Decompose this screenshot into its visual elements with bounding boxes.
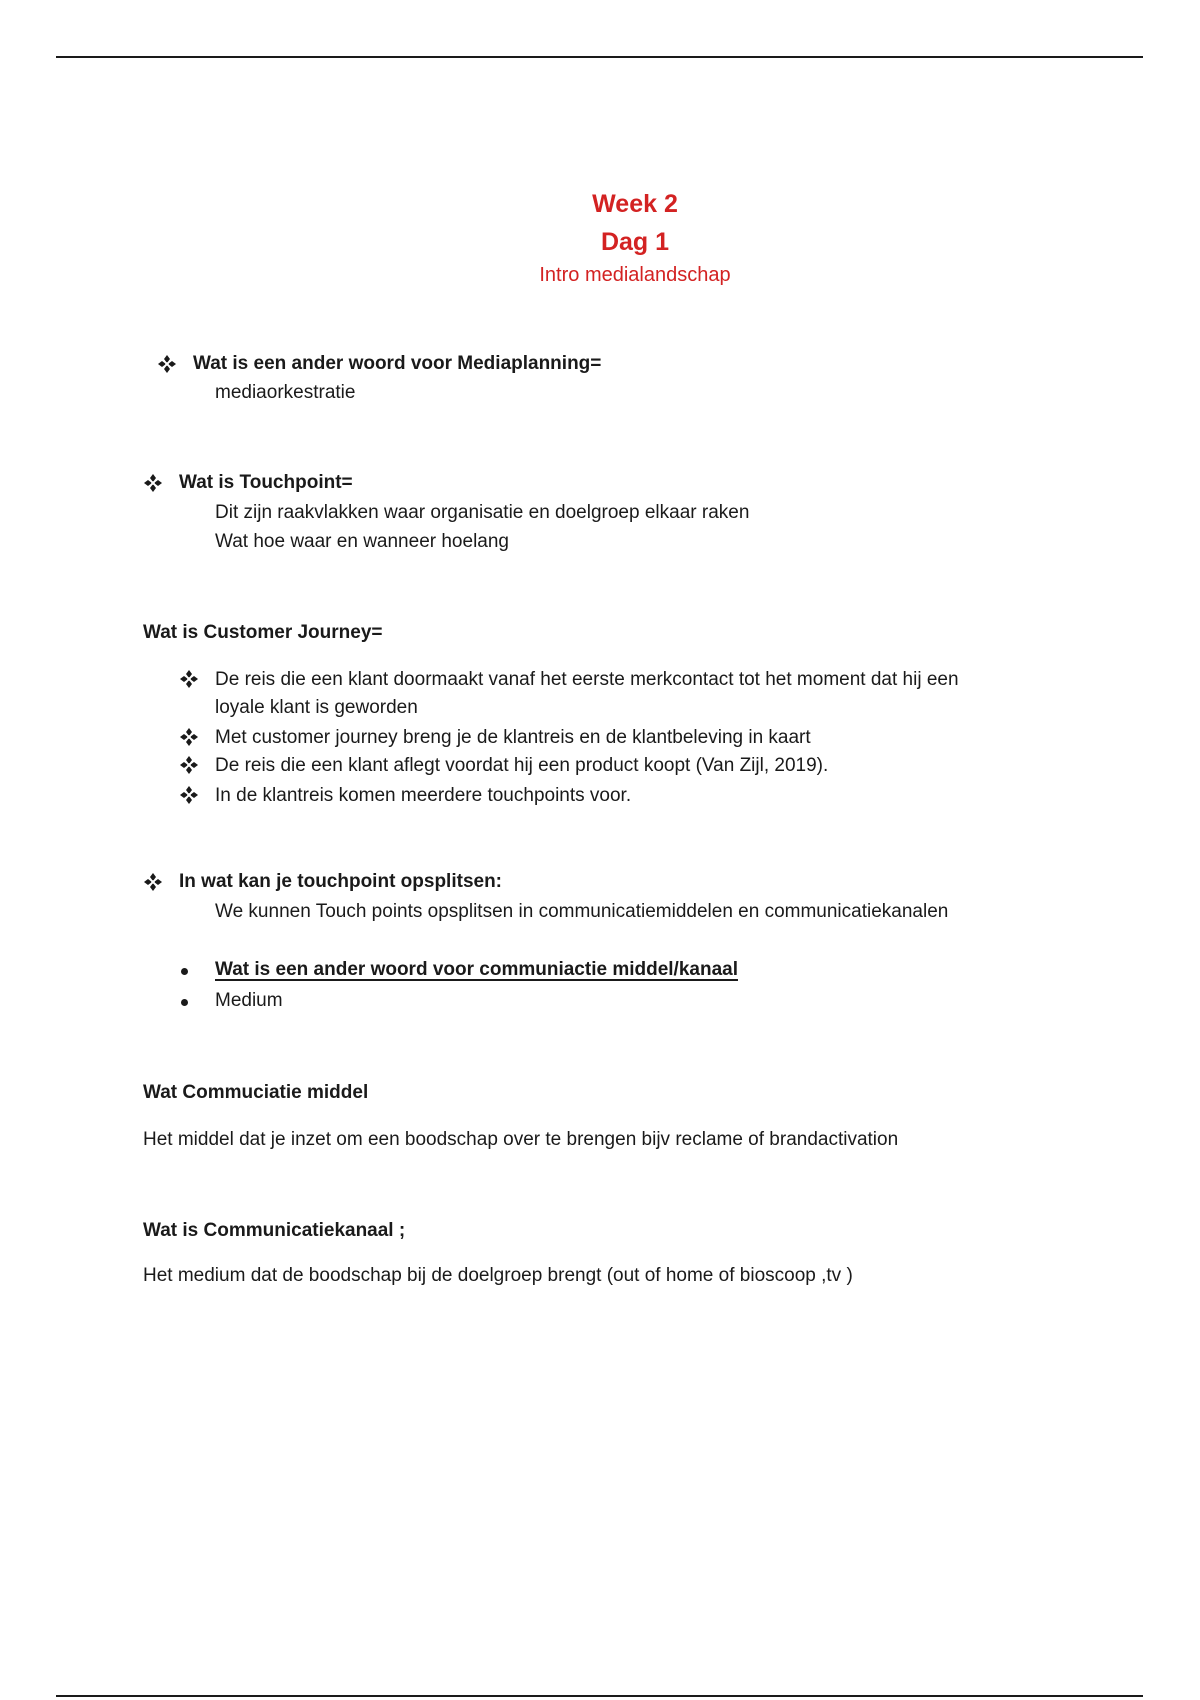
four-diamond-bullet-icon [144, 873, 162, 891]
four-diamond-bullet-icon [144, 474, 162, 492]
customer-journey-bullet-1: De reis die een klant doormaakt vanaf het eerste merkcontact tot het moment dat hij een [215, 669, 959, 690]
kanaal-answer: Het medium dat de boodschap bij de doelgroep brengt (out of home of bioscoop ,tv ) [143, 1265, 853, 1286]
mediaplanning-answer: mediaorkestratie [215, 382, 356, 403]
page-title-week: Week 2 [592, 190, 678, 218]
bottom-rule [56, 1695, 1143, 1697]
opsplitsen-question: In wat kan je touchpoint opsplitsen: [179, 871, 503, 892]
touchpoint-answer-line-2: Wat hoe waar en wanneer hoelang [215, 531, 509, 552]
opsplitsen-answer: We kunnen Touch points opsplitsen in communicatiemiddelen en communicatiekanalen [215, 901, 949, 922]
customer-journey-question: Wat is Customer Journey= [143, 622, 383, 643]
customer-journey-bullet-2: Met customer journey breng je de klantreis en de klantbeleving in kaart [215, 727, 811, 748]
middel-answer: Het middel dat je inzet om een boodschap over te brengen bijv reclame of brandactivation [143, 1129, 899, 1150]
round-bullet-icon [181, 968, 188, 975]
mediaplanning-question: Wat is een ander woord voor Mediaplanning= [193, 353, 602, 374]
opsplitsen-bullet-2: Medium [215, 990, 283, 1011]
customer-journey-bullet-4: In de klantreis komen meerdere touchpoints voor. [215, 785, 632, 806]
customer-journey-bullet-1-cont: loyale klant is geworden [215, 697, 418, 718]
round-bullet-icon [181, 999, 188, 1006]
four-diamond-bullet-icon [158, 355, 176, 373]
touchpoint-answer-line-1: Dit zijn raakvlakken waar organisatie en doelgroep elkaar raken [215, 502, 750, 523]
kanaal-question: Wat is Communicatiekanaal ; [143, 1220, 406, 1241]
four-diamond-bullet-icon [180, 786, 198, 804]
top-rule [56, 56, 1143, 58]
page-subtitle-topic: Intro medialandschap [539, 264, 731, 286]
opsplitsen-bullet-1: Wat is een ander woord voor communiactie middel/kanaal [215, 959, 738, 980]
four-diamond-bullet-icon [180, 670, 198, 688]
customer-journey-bullet-3: De reis die een klant aflegt voordat hij een product koopt (Van Zijl, 2019). [215, 755, 829, 776]
four-diamond-bullet-icon [180, 756, 198, 774]
middel-question: Wat Commuciatie middel [143, 1082, 369, 1103]
touchpoint-question: Wat is Touchpoint= [179, 472, 353, 493]
four-diamond-bullet-icon [180, 728, 198, 746]
page-title-day: Dag 1 [600, 228, 670, 256]
